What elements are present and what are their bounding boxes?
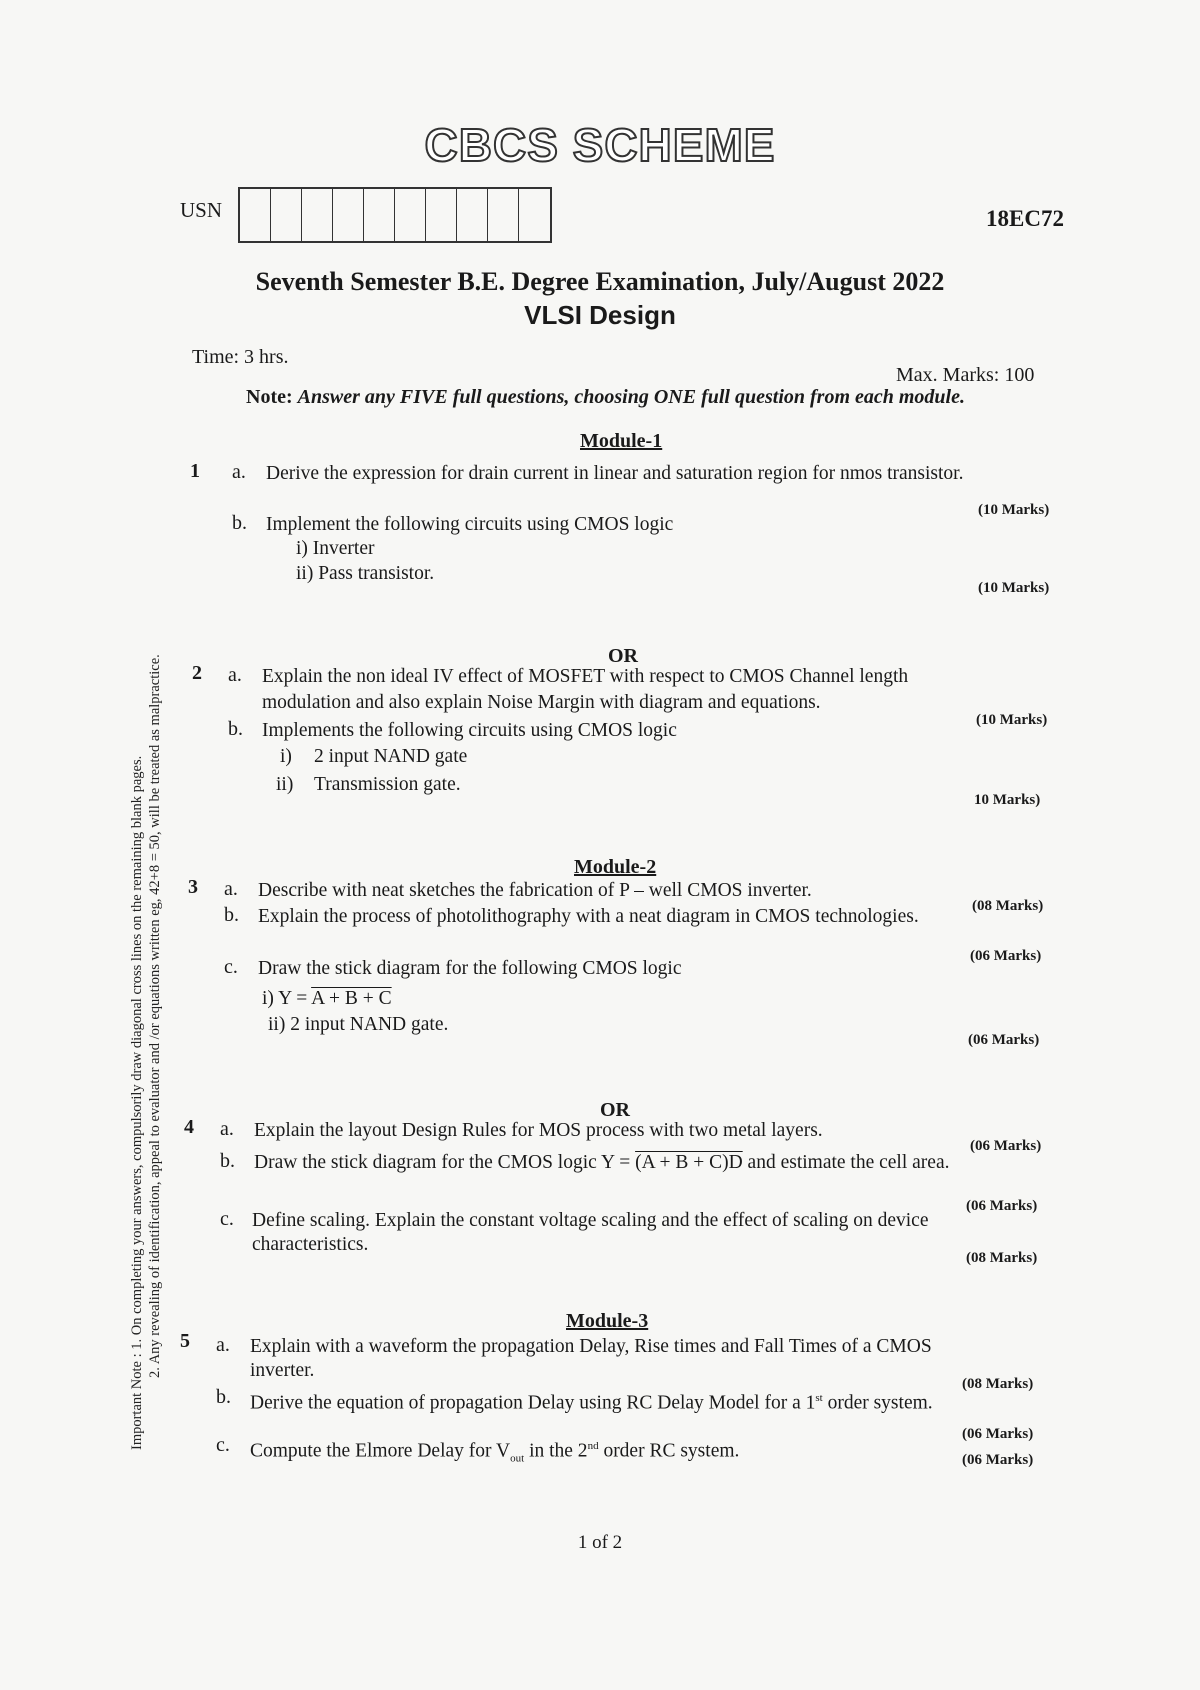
page-number: 1 of 2 <box>577 1532 623 1553</box>
q3c-item-1-expression: A + B + C <box>311 988 392 1009</box>
q3c-item-1 <box>262 986 392 1011</box>
q3c-text: Draw the stick diagram for the following CMOS logic <box>258 958 682 979</box>
module-1-heading: Module-1 <box>580 430 663 452</box>
q5a-label: a. <box>216 1334 230 1356</box>
q1a-marks: (10 Marks) <box>978 502 1050 518</box>
q2a-text-1: Explain the non ideal IV effect of MOSFET with respect to CMOS Channel length <box>262 666 909 687</box>
usn-box <box>240 189 271 241</box>
q5c-label: c. <box>216 1434 230 1456</box>
q3-number: 3 <box>188 876 198 898</box>
side-note-line2: 2. Any revealing of identification, appeal to evaluator and /or equations written eg, 42+8 = 50, will be treated as malpractice. <box>147 654 163 1378</box>
usn-label: USN <box>180 198 223 222</box>
q5b-label: b. <box>216 1386 231 1408</box>
q3c-marks: (06 Marks) <box>968 1032 1040 1048</box>
q2b-item-1-label: i) <box>280 746 292 767</box>
q4c-marks: (08 Marks) <box>966 1250 1038 1266</box>
note-label: Note: <box>246 386 293 408</box>
q4a-text: Explain the layout Design Rules for MOS process with two metal layers. <box>254 1120 823 1141</box>
q1-number: 1 <box>190 460 200 482</box>
q1b-marks: (10 Marks) <box>978 580 1050 596</box>
q4c-text-2: characteristics. <box>252 1234 369 1255</box>
q2a-label: a. <box>228 664 242 686</box>
q5b-marks: (06 Marks) <box>962 1426 1034 1442</box>
q2b-item-2-label: ii) <box>276 774 294 795</box>
usn-box <box>364 189 395 241</box>
usn-box <box>395 189 426 241</box>
q2b-text: Implements the following circuits using CMOS logic <box>262 720 677 741</box>
instructions-note <box>246 386 965 409</box>
usn-box <box>271 189 302 241</box>
q4b-expression: (A + B + C)D <box>635 1152 743 1173</box>
usn-box <box>457 189 488 241</box>
q1b-label: b. <box>232 512 247 534</box>
q5c-text-mid: in the 2 <box>524 1440 588 1462</box>
q5b-superscript: st <box>815 1392 823 1404</box>
q5b-text-pre: Derive the equation of propagation Delay using RC Delay Model for a 1 <box>250 1392 816 1414</box>
q5a-text-1: Explain with a waveform the propagation Delay, Rise times and Fall Times of a CMOS <box>250 1336 932 1357</box>
or-divider-1: OR <box>608 645 638 667</box>
q4b-marks: (06 Marks) <box>966 1198 1038 1214</box>
module-2-heading: Module-2 <box>574 856 657 878</box>
note-text: Answer any FIVE full questions, choosing ONE full question from each module. <box>297 386 965 408</box>
usn-box <box>519 189 550 241</box>
q5c-text-post: order RC system. <box>598 1440 740 1462</box>
q1b-item-1: i) Inverter <box>296 538 375 559</box>
q5b-text-post: order system. <box>822 1392 933 1414</box>
q1a-label: a. <box>232 461 246 483</box>
q4b-text-2: and estimate the cell area. <box>747 1152 950 1173</box>
q3c-item-2: ii) 2 input NAND gate. <box>268 1014 449 1035</box>
q5a-marks: (08 Marks) <box>962 1376 1034 1392</box>
q1b-item-2: ii) Pass transistor. <box>296 563 435 584</box>
side-note-line1: Important Note : 1. On completing your answers, compulsorily draw diagonal cross lines on the remaining blank pages. <box>129 755 145 1450</box>
course-code: 18EC72 <box>986 206 1064 231</box>
q3c-label: c. <box>224 956 238 978</box>
q5a-text-2: inverter. <box>250 1360 315 1381</box>
usn-box <box>302 189 333 241</box>
or-divider-2: OR <box>600 1099 630 1121</box>
q4a-marks: (06 Marks) <box>970 1138 1042 1154</box>
module-3-heading: Module-3 <box>566 1310 649 1332</box>
q5c-text-pre: Compute the Elmore Delay for V <box>250 1440 511 1462</box>
q5c-marks: (06 Marks) <box>962 1452 1034 1468</box>
usn-box <box>488 189 519 241</box>
exam-time: Time: 3 hrs. <box>192 346 289 368</box>
q2b-label: b. <box>228 718 243 740</box>
usn-boxes <box>238 187 552 243</box>
q2b-marks: 10 Marks) <box>974 792 1041 808</box>
q2a-marks: (10 Marks) <box>976 712 1048 728</box>
q3b-label: b. <box>224 904 239 926</box>
q4c-text-1: Define scaling. Explain the constant voltage scaling and the effect of scaling on device <box>252 1210 929 1231</box>
subject-title: VLSI Design <box>524 300 676 330</box>
exam-title: Seventh Semester B.E. Degree Examination, July/August 2022 <box>255 267 945 296</box>
q5b-text <box>250 1386 1030 1416</box>
q2b-item-2: Transmission gate. <box>314 774 461 795</box>
q2a-text-2: modulation and also explain Noise Margin with diagram and equations. <box>262 692 821 713</box>
q4-number: 4 <box>184 1116 194 1138</box>
q3a-text: Describe with neat sketches the fabrication of P – well CMOS inverter. <box>258 880 812 901</box>
q4b-expression-prefix: Y = <box>600 1152 631 1173</box>
q1b-text: Implement the following circuits using CMOS logic <box>266 514 674 535</box>
q4c-label: c. <box>220 1208 234 1230</box>
q2b-item-1: 2 input NAND gate <box>314 746 468 767</box>
q5c-subscript: out <box>510 1452 525 1465</box>
max-marks: Max. Marks: 100 <box>896 364 1035 386</box>
q4b-text-1: Draw the stick diagram for the CMOS logic <box>254 1152 597 1173</box>
q3b-text: Explain the process of photolithography with a neat diagram in CMOS technologies. <box>258 906 919 927</box>
q3a-label: a. <box>224 878 238 900</box>
q4b-text <box>254 1150 1034 1175</box>
side-important-note <box>128 390 164 1450</box>
q5c-text <box>250 1434 739 1471</box>
scheme-logo: CBCS SCHEME <box>424 119 776 171</box>
q3a-marks: (08 Marks) <box>972 898 1044 914</box>
q5-number: 5 <box>180 1330 190 1352</box>
q4a-label: a. <box>220 1118 234 1140</box>
usn-box <box>426 189 457 241</box>
q2-number: 2 <box>192 662 202 684</box>
q3b-marks: (06 Marks) <box>970 948 1042 964</box>
q1a-text: Derive the expression for drain current in linear and saturation region for nmos transistor. <box>266 463 964 484</box>
usn-box <box>333 189 364 241</box>
q3c-item-1-label: i) Y = <box>262 988 308 1009</box>
q4b-label: b. <box>220 1150 235 1172</box>
q5c-superscript: nd <box>587 1440 599 1452</box>
